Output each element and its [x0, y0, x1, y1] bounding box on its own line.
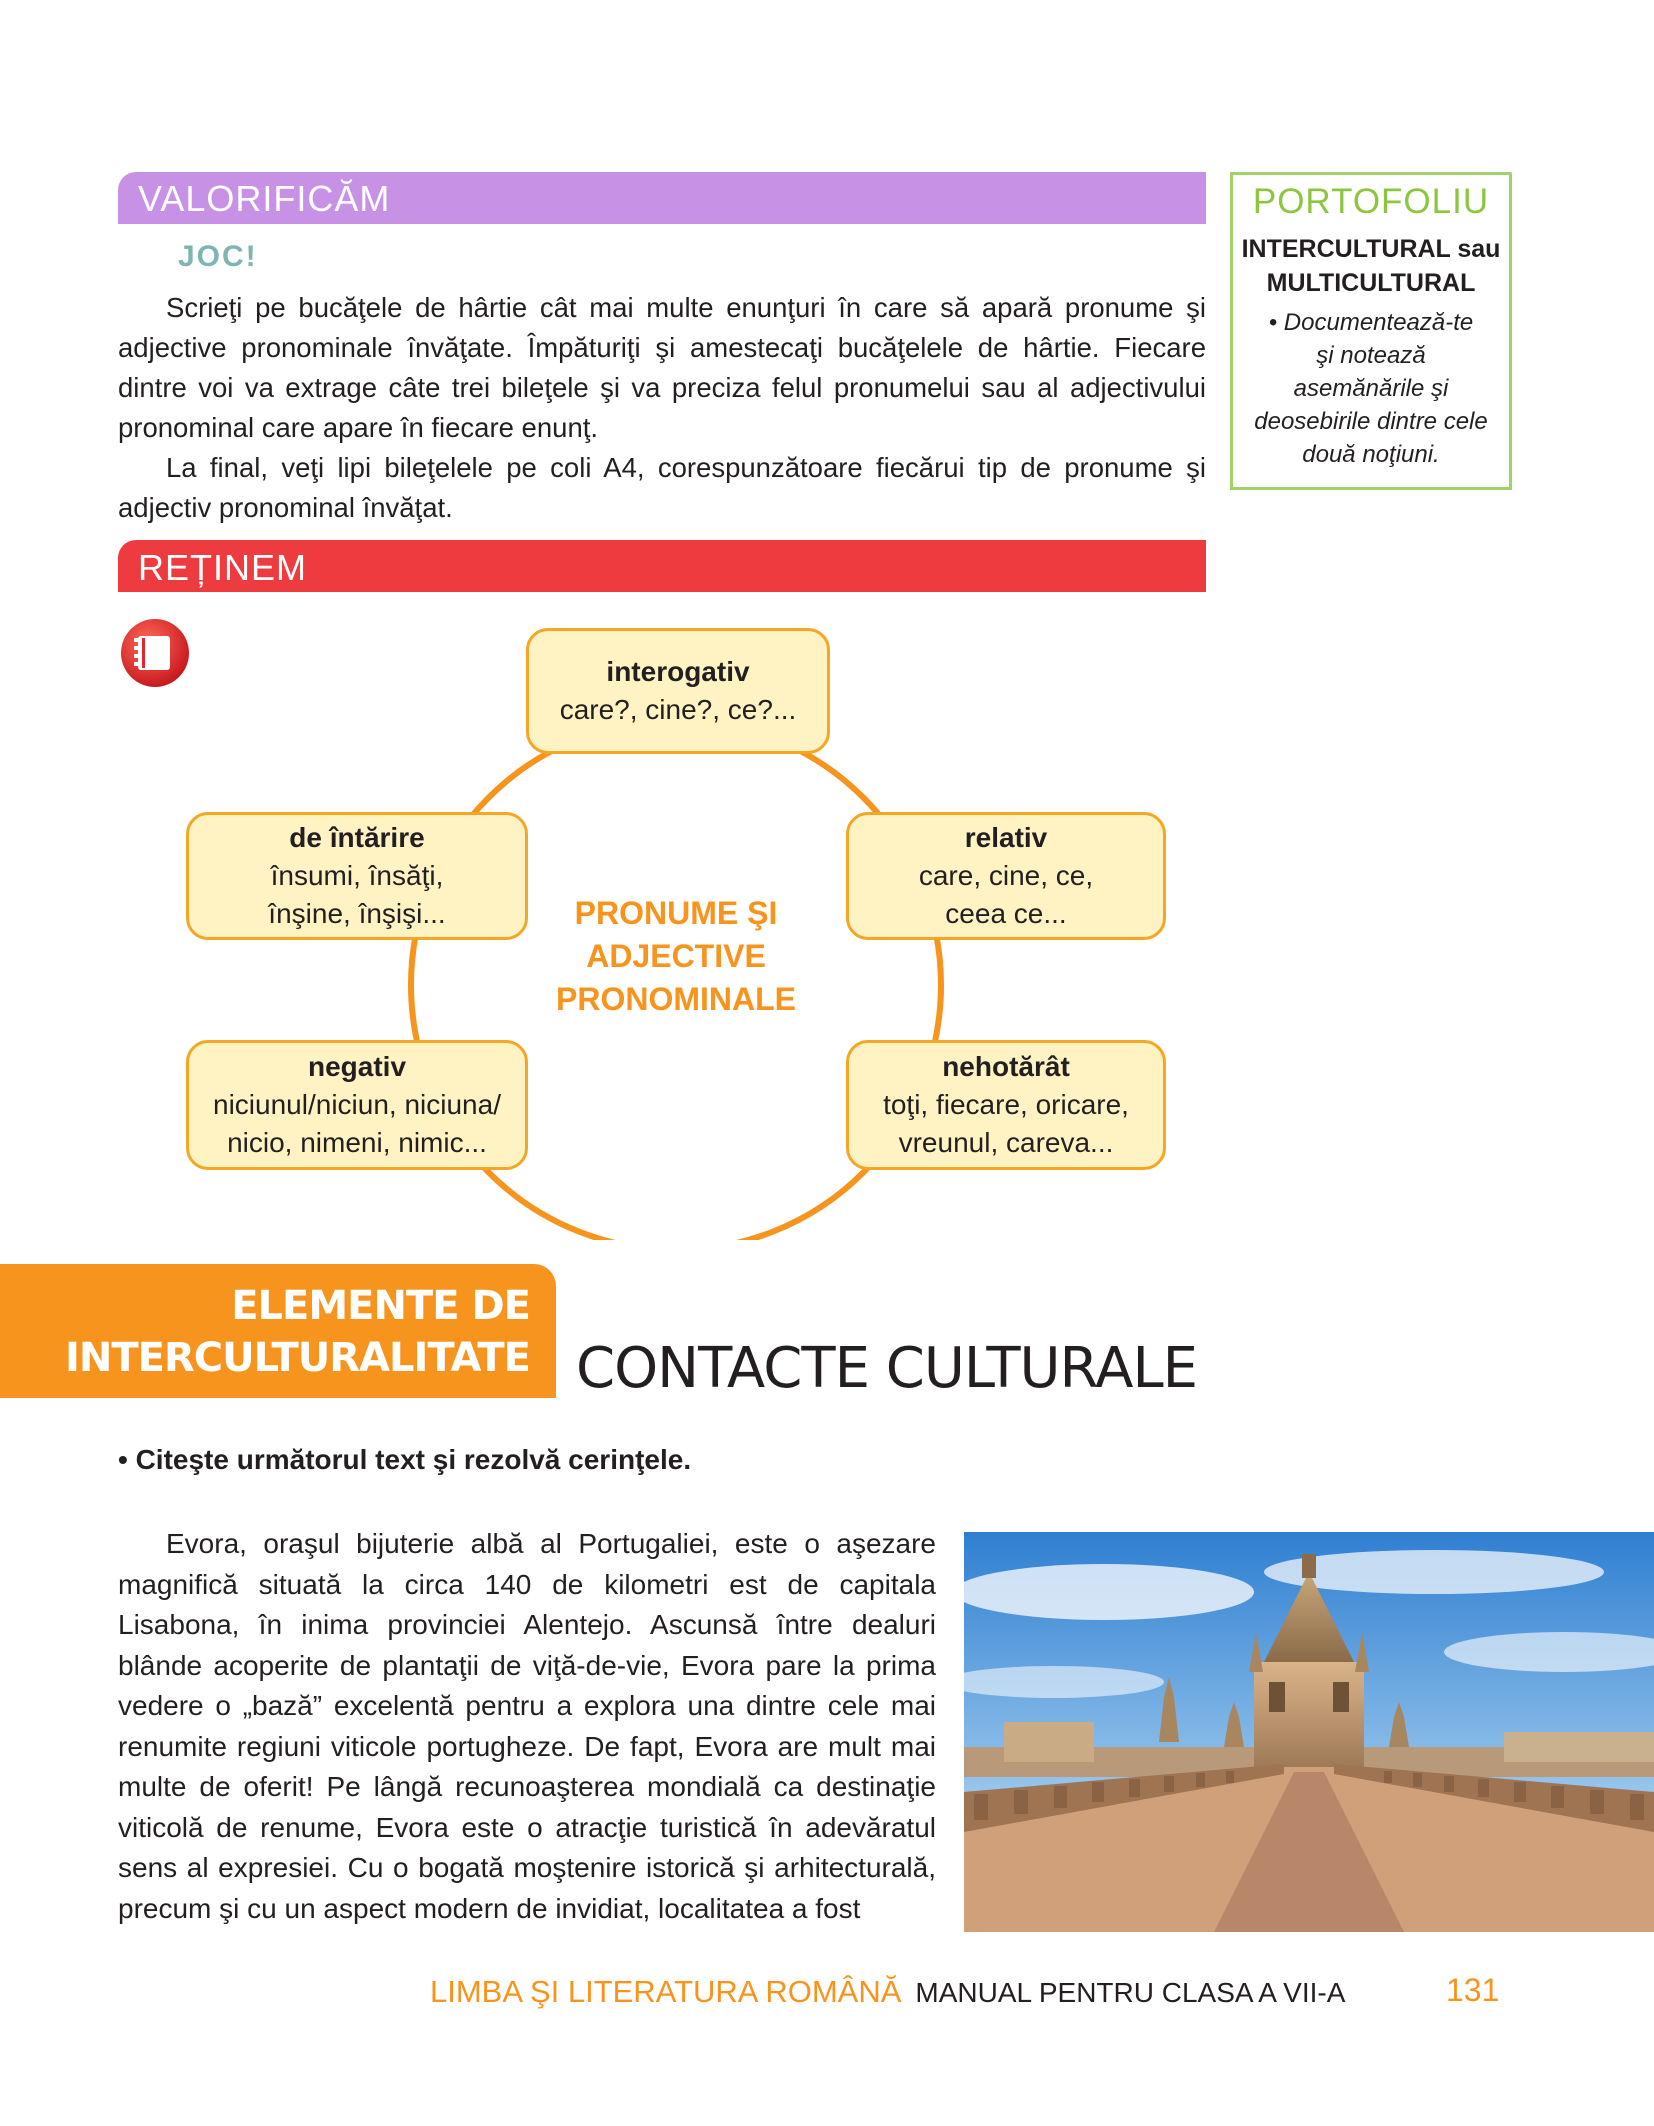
portfolio-body-line-1: • Documentează-te: [1268, 309, 1474, 336]
node-relativ: [846, 812, 1166, 940]
node-relativ-title: relativ: [964, 822, 1048, 853]
portfolio-body-line-4: deosebirile dintre cele: [1254, 408, 1488, 435]
node-negativ: [186, 1040, 528, 1170]
valorificam-paragraph-1: Scrieţi pe bucăţele de hârtie cât mai multe enunţuri în care să apară pronume şi adjective pronominale învăţate. Împăturiţi şi amestecaţi bucăţelele de hârtie. Fiecare dintre voi va extrage câte trei bileţele şi va preciza felul pronumelui sau al adjectivului pronominal care apare în fiecare enunţ.: [118, 292, 1206, 443]
node-relativ-examples-2: ceea ce...: [945, 898, 1067, 929]
page-number: 131: [1446, 1972, 1500, 2008]
game-label: JOC!: [178, 240, 258, 273]
node-nehotarat-examples-1: toţi, fiecare, oricare,: [883, 1089, 1129, 1120]
node-de-intarire-examples-1: însumi, însăţi,: [270, 860, 444, 891]
retinem-title: REȚINEM: [138, 547, 307, 588]
evora-cathedral-photo: [964, 1532, 1654, 1932]
valorificam-paragraph-2: La final, veţi lipi bileţelele pe coli A4, corespunzătoare fiecărui tip de pronume şi adjectiv pronominal învăţat.: [118, 452, 1206, 523]
center-label-line-3: PRONOMINALE: [556, 981, 796, 1017]
footer-subject: LIMBA ŞI LITERATURA ROMÂNĂ: [430, 1974, 902, 2009]
portfolio-subtitle-line-1: INTERCULTURAL sau: [1241, 235, 1501, 263]
node-interogativ-title: interogativ: [606, 656, 750, 687]
reading-paragraph: Evora, oraşul bijuterie albă al Portugaliei, este o aşezare magnifică situată la circa 140 de kilometri est de capitala Lisabona, în inima provinciei Alentejo. Ascunsă între dealuri blânde acoperite de plantaţii de viţă-de-vie, Evora pare la prima vedere o „bază” excelentă pentru a explora una dintre cele mai renumite regiuni viticole portugheze. De fapt, Evora are mult mai multe de oferit! Pe lângă recunoaşterea mondială ca destinaţie viticolă de renume, Evora este o atracţie turistică în adevăratul sens al expresiei. Cu o bogată moştenire istorică şi arhitecturală, precum şi cu un aspect modern de invidiat, localitatea a fost: [118, 1528, 936, 1924]
reading-text: [118, 1524, 936, 1929]
node-negativ-examples-2: nicio, nimeni, nimic...: [227, 1127, 487, 1158]
portfolio-body-line-2: şi notează: [1316, 342, 1426, 369]
node-nehotarat-title: nehotărât: [942, 1051, 1070, 1082]
footer-manual: MANUAL PENTRU CLASA A VII-A: [915, 1977, 1346, 2008]
intercultural-tab-line-2: INTERCULTURALITATE: [64, 1335, 530, 1381]
intercultural-tab-line-1: ELEMENTE DE: [231, 1283, 530, 1329]
node-negativ-examples-1: niciunul/niciun, niciuna/: [213, 1089, 501, 1120]
node-nehotarat-examples-2: vreunul, careva...: [898, 1127, 1114, 1158]
portfolio-body-line-3: asemănările şi: [1293, 375, 1449, 402]
footer: [430, 1974, 1345, 2010]
intercultural-tab-label: [0, 1280, 530, 1384]
node-de-intarire-title: de întărire: [289, 822, 425, 853]
center-label-line-1: PRONUME ŞI: [574, 895, 778, 931]
portfolio-subtitle-line-2: MULTICULTURAL: [1266, 269, 1476, 297]
portfolio-body-line-5: două noţiuni.: [1302, 441, 1440, 468]
node-interogativ: [526, 628, 830, 754]
node-de-intarire-examples-2: înşine, înşişi...: [268, 898, 446, 929]
diagram-center-label: [536, 892, 816, 1021]
node-negativ-title: negativ: [307, 1051, 407, 1082]
center-label-line-2: ADJECTIVE: [586, 938, 766, 974]
node-nehotarat: [846, 1040, 1166, 1170]
portfolio-title: PORTOFOLIU: [1252, 182, 1490, 221]
node-de-intarire: [186, 812, 528, 940]
instruction: • Citeşte următorul text şi rezolvă cerinţele.: [118, 1444, 692, 1475]
valorificam-title: VALORIFICĂM: [138, 178, 391, 219]
node-relativ-examples-1: care, cine, ce,: [918, 860, 1094, 891]
section-heading: CONTACTE CULTURALE: [576, 1336, 1198, 1401]
node-interogativ-examples: care?, cine?, ce?...: [559, 694, 797, 725]
